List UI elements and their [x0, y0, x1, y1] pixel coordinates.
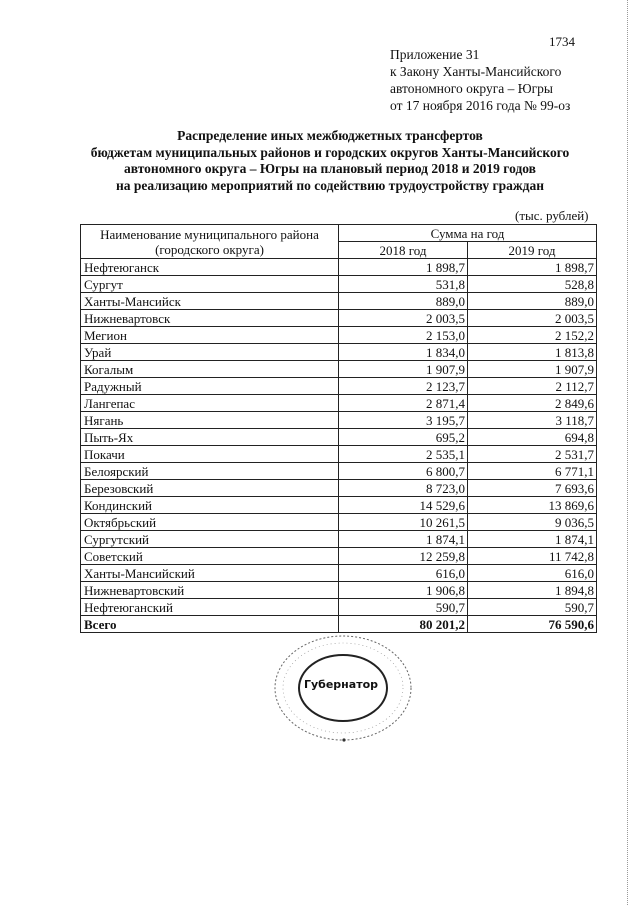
row-2019-cell: 590,7	[468, 599, 597, 616]
appendix-line: автономного округа – Югры	[390, 81, 553, 96]
units-label: (тыс. рублей)	[515, 208, 589, 223]
row-2018-cell: 8 723,0	[339, 480, 468, 497]
table-row	[81, 395, 597, 412]
table-row	[81, 429, 597, 446]
row-2019-cell: 1 898,7	[468, 259, 597, 276]
row-2018-cell: 1 906,8	[339, 582, 468, 599]
title-line: автономного округа – Югры на плановый период 2018 и 2019 годов	[124, 161, 536, 176]
table-row	[81, 599, 597, 616]
row-2019-cell: 694,8	[468, 429, 597, 446]
row-2018-cell: 2 123,7	[339, 378, 468, 395]
row-2018-cell: 10 261,5	[339, 514, 468, 531]
row-name-cell: Нижневартовский	[81, 582, 339, 599]
row-2018-cell: 2 153,0	[339, 327, 468, 344]
row-2018-cell: 3 195,7	[339, 412, 468, 429]
appendix-line: к Закону Ханты-Мансийского	[390, 64, 562, 79]
page-number: 1734	[549, 34, 575, 49]
table-row	[81, 344, 597, 361]
row-2019-cell: 1 813,8	[468, 344, 597, 361]
table-row	[81, 446, 597, 463]
row-2019-cell: 2 003,5	[468, 310, 597, 327]
row-2018-cell: 1 834,0	[339, 344, 468, 361]
row-name-cell: Нефтеюганск	[81, 259, 339, 276]
header-name-column	[81, 225, 339, 259]
row-2018-cell: 2 535,1	[339, 446, 468, 463]
row-name-cell: Покачи	[81, 446, 339, 463]
row-2019-cell: 6 771,1	[468, 463, 597, 480]
row-name-cell: Сургут	[81, 276, 339, 293]
row-2019-cell: 9 036,5	[468, 514, 597, 531]
table-row	[81, 514, 597, 531]
row-name-cell: Сургутский	[81, 531, 339, 548]
row-2019-cell: 11 742,8	[468, 548, 597, 565]
document-title	[60, 128, 600, 194]
row-name-cell: Октябрьский	[81, 514, 339, 531]
table-row	[81, 497, 597, 514]
title-line: на реализацию мероприятий по содействию трудоустройству граждан	[115, 177, 545, 193]
row-2019-cell: 13 869,6	[468, 497, 597, 514]
row-name-cell: Ханты-Мансийский	[81, 565, 339, 582]
seal-text: Губернатор	[303, 678, 379, 691]
row-name-cell: Березовский	[81, 480, 339, 497]
table-row	[81, 276, 597, 293]
table-row	[81, 463, 597, 480]
row-2018-cell: 1 907,9	[339, 361, 468, 378]
row-2018-cell: 12 259,8	[339, 548, 468, 565]
row-name-cell: Пыть-Ях	[81, 429, 339, 446]
row-name-cell: Нефтеюганский	[81, 599, 339, 616]
table-row	[81, 531, 597, 548]
table-row	[81, 582, 597, 599]
table-row	[81, 565, 597, 582]
row-2019-cell: 528,8	[468, 276, 597, 293]
total-2018-cell: 80 201,2	[339, 616, 468, 633]
row-2019-cell: 2 112,7	[468, 378, 597, 395]
title-line: бюджетам муниципальных районов и городских округов Ханты-Мансийского	[90, 144, 570, 160]
header-year-2019: 2019 год	[468, 242, 597, 259]
transfers-table	[80, 224, 597, 633]
table-row	[81, 480, 597, 497]
row-name-cell: Кондинский	[81, 497, 339, 514]
row-2019-cell: 616,0	[468, 565, 597, 582]
row-name-cell: Когалым	[81, 361, 339, 378]
row-2019-cell: 7 693,6	[468, 480, 597, 497]
appendix-line: от 17 ноября 2016 года № 99-оз	[390, 98, 571, 113]
row-2018-cell: 1 898,7	[339, 259, 468, 276]
row-name-cell: Советский	[81, 548, 339, 565]
appendix-line: Приложение 31	[390, 47, 480, 62]
table-row	[81, 412, 597, 429]
row-name-cell: Белоярский	[81, 463, 339, 480]
total-name-cell: Всего	[81, 616, 339, 633]
table-row	[81, 310, 597, 327]
header-sum-column: Сумма на год	[339, 225, 597, 242]
row-2019-cell: 3 118,7	[468, 412, 597, 429]
header-year-2018: 2018 год	[339, 242, 468, 259]
header-name-line: Наименование муниципального района	[100, 226, 319, 242]
table-row	[81, 327, 597, 344]
row-name-cell: Нижневартовск	[81, 310, 339, 327]
row-name-cell: Радужный	[81, 378, 339, 395]
table-header-row	[81, 225, 597, 242]
row-name-cell: Мегион	[81, 327, 339, 344]
row-2018-cell: 1 874,1	[339, 531, 468, 548]
table-row	[81, 259, 597, 276]
table-row	[81, 361, 597, 378]
row-2018-cell: 2 003,5	[339, 310, 468, 327]
title-line: Распределение иных межбюджетных трансфертов	[177, 128, 483, 143]
row-2019-cell: 1 907,9	[468, 361, 597, 378]
table-row	[81, 548, 597, 565]
row-2018-cell: 14 529,6	[339, 497, 468, 514]
row-2018-cell: 616,0	[339, 565, 468, 582]
row-2019-cell: 2 152,2	[468, 327, 597, 344]
row-2019-cell: 2 531,7	[468, 446, 597, 463]
header-name-line: (городского округа)	[155, 241, 264, 257]
row-2019-cell: 889,0	[468, 293, 597, 310]
row-2018-cell: 889,0	[339, 293, 468, 310]
row-2018-cell: 590,7	[339, 599, 468, 616]
row-2019-cell: 2 849,6	[468, 395, 597, 412]
row-name-cell: Лангепас	[81, 395, 339, 412]
row-name-cell: Нягань	[81, 412, 339, 429]
row-2019-cell: 1 874,1	[468, 531, 597, 548]
row-2018-cell: 6 800,7	[339, 463, 468, 480]
table-row	[81, 293, 597, 310]
row-2018-cell: 695,2	[339, 429, 468, 446]
row-2018-cell: 531,8	[339, 276, 468, 293]
scan-edge-line	[627, 0, 630, 905]
row-name-cell: Урай	[81, 344, 339, 361]
row-2019-cell: 1 894,8	[468, 582, 597, 599]
row-name-cell: Ханты-Мансийск	[81, 293, 339, 310]
table-total-row	[81, 616, 597, 633]
table-row	[81, 378, 597, 395]
appendix-block	[390, 46, 570, 114]
row-2018-cell: 2 871,4	[339, 395, 468, 412]
total-2019-cell: 76 590,6	[468, 616, 597, 633]
